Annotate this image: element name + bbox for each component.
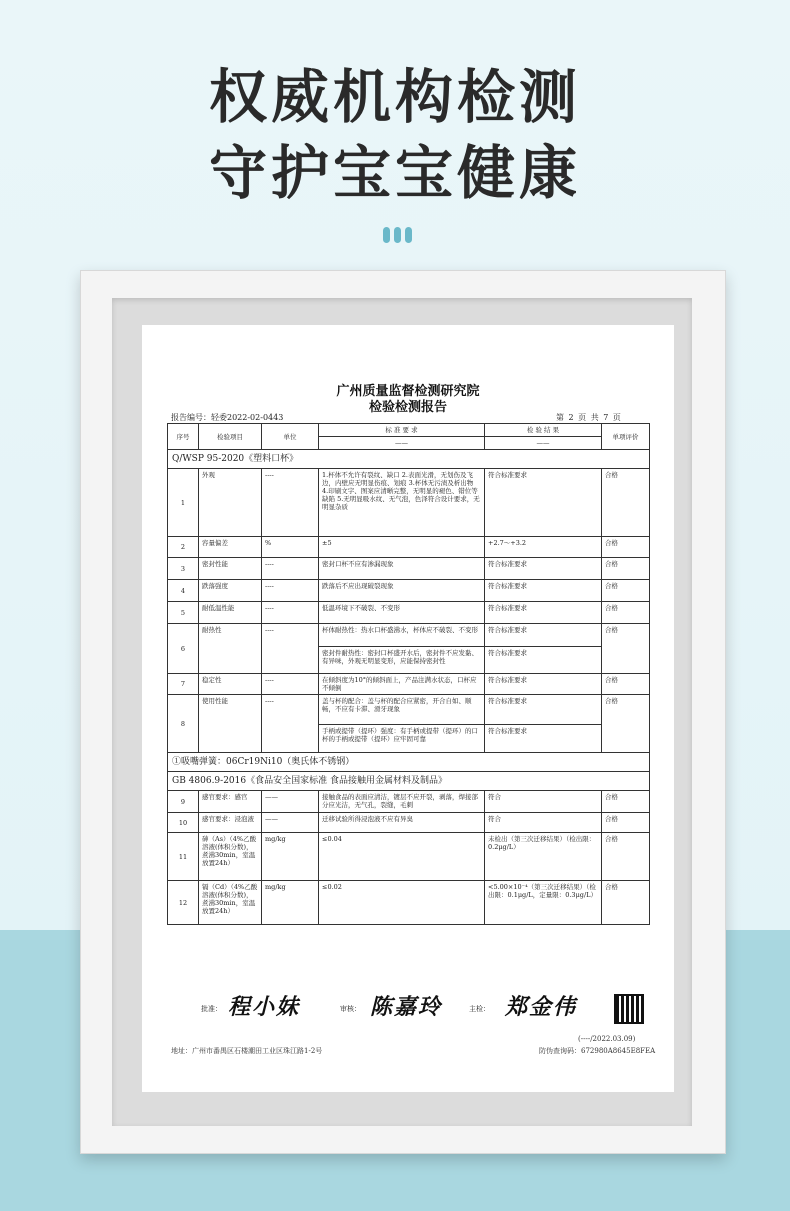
cell-req: 在倾斜度为10°的倾斜面上，产品注满水状态，口杯应不倾倒 — [319, 674, 485, 695]
qr-code-icon — [616, 996, 642, 1022]
cell-unit: —— — [262, 791, 319, 813]
cell-eval: 合格 — [602, 624, 650, 674]
cell-res: 未检出（第三次迁移结果）（检出限：0.2μg/L） — [485, 833, 602, 881]
cell-res: 符合 — [485, 791, 602, 813]
cell-item: 耐低温性能 — [199, 602, 262, 624]
cell-res: 符合标准要求 — [485, 602, 602, 624]
review-label: 审核： — [340, 1005, 361, 1013]
cell-eval: 合格 — [602, 881, 650, 925]
cell-unit: ---- — [262, 624, 319, 674]
cell-res: 符合标准要求 — [485, 624, 602, 647]
cell-res: 符合标准要求 — [485, 695, 602, 725]
table-row — [168, 674, 650, 695]
cell-unit: ---- — [262, 580, 319, 602]
cell-unit: mg/kg — [262, 881, 319, 925]
cell-no: 9 — [168, 791, 199, 813]
cell-req: 低温环境下不破裂、不变形 — [319, 602, 485, 624]
res-dash: —— — [485, 437, 602, 450]
cell-req: 手柄或提带（提环）强度：有手柄或提带（提环）的口杯的手柄或提带（提环）应牢固可靠 — [319, 725, 485, 753]
cell-req: 盖与杯的配合：盖与杯的配合应紧密，开合自如、顺畅，不应有卡滞、滑牙现象 — [319, 695, 485, 725]
col-res: 检 验 结 果 — [485, 424, 602, 437]
table-row — [168, 602, 650, 624]
cell-res: 符合标准要求 — [485, 469, 602, 537]
cell-eval: 合格 — [602, 791, 650, 813]
cell-res: 符合标准要求 — [485, 647, 602, 674]
cell-res: 符合标准要求 — [485, 558, 602, 580]
cell-res: 符合标准要求 — [485, 725, 602, 753]
col-unit: 单位 — [262, 424, 319, 450]
cell-item: 感官要求：感官 — [199, 791, 262, 813]
cell-item: 使用性能 — [199, 695, 262, 753]
cell-res: 符合标准要求 — [485, 580, 602, 602]
cell-req: 1.杯体不允许有裂纹、缺口 2.表面光滑，无划伤及飞边，内壁应无明显伤痕、划痕 3.杯体无污渍及析出物 4.印刷文字、图案应清晰完整，无明显的褪色、错位等缺陷 5.无明显吸水纹、无气泡，色泽符合设计要求，无明显杂质 — [319, 469, 485, 537]
cell-item: 镉（Cd）（4%乙酸溶液(体积分数)，煮沸30min，室温放置24h） — [199, 881, 262, 925]
table-row — [168, 580, 650, 602]
cell-eval: 合格 — [602, 833, 650, 881]
cell-unit: ---- — [262, 674, 319, 695]
verify-code: 防伪查询码：672980A8645E8FEA — [539, 1047, 656, 1055]
cell-item: 感官要求：浸泡液 — [199, 813, 262, 833]
cell-res: +2.7～+3.2 — [485, 537, 602, 558]
section-label: GB 4806.9-2016《食品安全国家标准 食品接触用金属材料及制品》 — [168, 772, 650, 791]
divider-dots — [383, 227, 416, 243]
page-number: 第 2 页 共 7 页 — [556, 413, 622, 422]
cell-req: 密封口杯不应有渗漏现象 — [319, 558, 485, 580]
report-date: (----/2022.03.09) — [578, 1035, 636, 1043]
cell-eval: 合格 — [602, 558, 650, 580]
cell-res: 符合标准要求 — [485, 674, 602, 695]
report-table — [167, 423, 650, 925]
cell-no: 6 — [168, 624, 199, 674]
cell-no: 7 — [168, 674, 199, 695]
cell-no: 11 — [168, 833, 199, 881]
cell-res: 符合 — [485, 813, 602, 833]
section-row — [168, 450, 650, 469]
cell-req: 密封件耐热性：密封口杯盛开水后，密封件不应发黏、有异味，外观无明显变形，应能保持密封性 — [319, 647, 485, 674]
table-row — [168, 833, 650, 881]
cell-unit: ---- — [262, 558, 319, 580]
cell-item: 耐热性 — [199, 624, 262, 674]
cell-unit: ---- — [262, 602, 319, 624]
cell-req: ±5 — [319, 537, 485, 558]
table-row — [168, 558, 650, 580]
cell-unit: —— — [262, 813, 319, 833]
col-eval: 单项评价 — [602, 424, 650, 450]
col-no: 序号 — [168, 424, 199, 450]
cell-unit: ---- — [262, 469, 319, 537]
section-row — [168, 772, 650, 791]
cell-req: ≤0.04 — [319, 833, 485, 881]
approve-signature: 程小妹 — [228, 994, 301, 1020]
table-row — [168, 469, 650, 537]
cell-no: 5 — [168, 602, 199, 624]
main-signature: 郑金伟 — [505, 994, 578, 1020]
cell-item: 跌落强度 — [199, 580, 262, 602]
cell-eval: 合格 — [602, 813, 650, 833]
cell-item: 稳定性 — [199, 674, 262, 695]
cell-no: 8 — [168, 695, 199, 753]
req-dash: —— — [319, 437, 485, 450]
cell-eval: 合格 — [602, 674, 650, 695]
table-row — [168, 695, 650, 725]
section-label: Q/WSP 95-2020《塑料口杯》 — [168, 450, 650, 469]
headline-line2: 守护宝宝健康 — [208, 139, 581, 207]
cell-no: 2 — [168, 537, 199, 558]
cell-item: 砷（As）（4%乙酸溶液(体积分数)，煮沸30min，室温放置24h） — [199, 833, 262, 881]
table-row — [168, 791, 650, 813]
table-row — [168, 881, 650, 925]
cell-res: <5.00×10⁻⁴（第三次迁移结果）（检出限：0.1μg/L，定量限：0.3μg/L） — [485, 881, 602, 925]
cell-item: 外观 — [199, 469, 262, 537]
cell-eval: 合格 — [602, 602, 650, 624]
approve-label: 批准： — [201, 1005, 222, 1013]
main-label: 主检： — [469, 1005, 490, 1013]
table-row — [168, 813, 650, 833]
headline-line1: 权威机构检测 — [208, 63, 581, 131]
table-row — [168, 624, 650, 647]
cell-no: 3 — [168, 558, 199, 580]
header-row — [168, 424, 650, 437]
cell-req: 杯体耐热性：热水口杯盛沸水，杯体应不破裂、不变形 — [319, 624, 485, 647]
report-title: 检验检测报告 — [368, 400, 447, 415]
cell-req: 接触食品的表面应清洁，镀层不应开裂，剥落，焊接部分应光洁，无气孔，裂缝，毛刺 — [319, 791, 485, 813]
cell-eval: 合格 — [602, 469, 650, 537]
cell-req: 跌落后不应出现破裂现象 — [319, 580, 485, 602]
cell-eval: 合格 — [602, 695, 650, 753]
cell-no: 4 — [168, 580, 199, 602]
institute-name: 广州质量监督检测研究院 — [336, 384, 480, 399]
cell-req: ≤0.02 — [319, 881, 485, 925]
cell-unit: mg/kg — [262, 833, 319, 881]
section-row — [168, 753, 650, 772]
address: 地址：广州市番禺区石楼潮田工业区珠江路1-2号 — [171, 1047, 323, 1055]
col-item: 检验项目 — [199, 424, 262, 450]
section-label: ①吸嘴弹簧：06Cr19Ni10（奥氏体不锈钢） — [168, 753, 650, 772]
cell-item: 容量偏差 — [199, 537, 262, 558]
cell-eval: 合格 — [602, 537, 650, 558]
cell-unit: % — [262, 537, 319, 558]
cell-req: 迁移试验所得浸泡液不应有异臭 — [319, 813, 485, 833]
review-signature: 陈嘉玲 — [370, 994, 443, 1020]
report-number: 报告编号：轻委2022-02-0443 — [171, 413, 284, 422]
cell-no: 1 — [168, 469, 199, 537]
table-row — [168, 537, 650, 558]
cell-no: 10 — [168, 813, 199, 833]
cell-eval: 合格 — [602, 580, 650, 602]
cell-no: 12 — [168, 881, 199, 925]
cell-item: 密封性能 — [199, 558, 262, 580]
col-req: 标 准 要 求 — [319, 424, 485, 437]
cell-unit: ---- — [262, 695, 319, 753]
